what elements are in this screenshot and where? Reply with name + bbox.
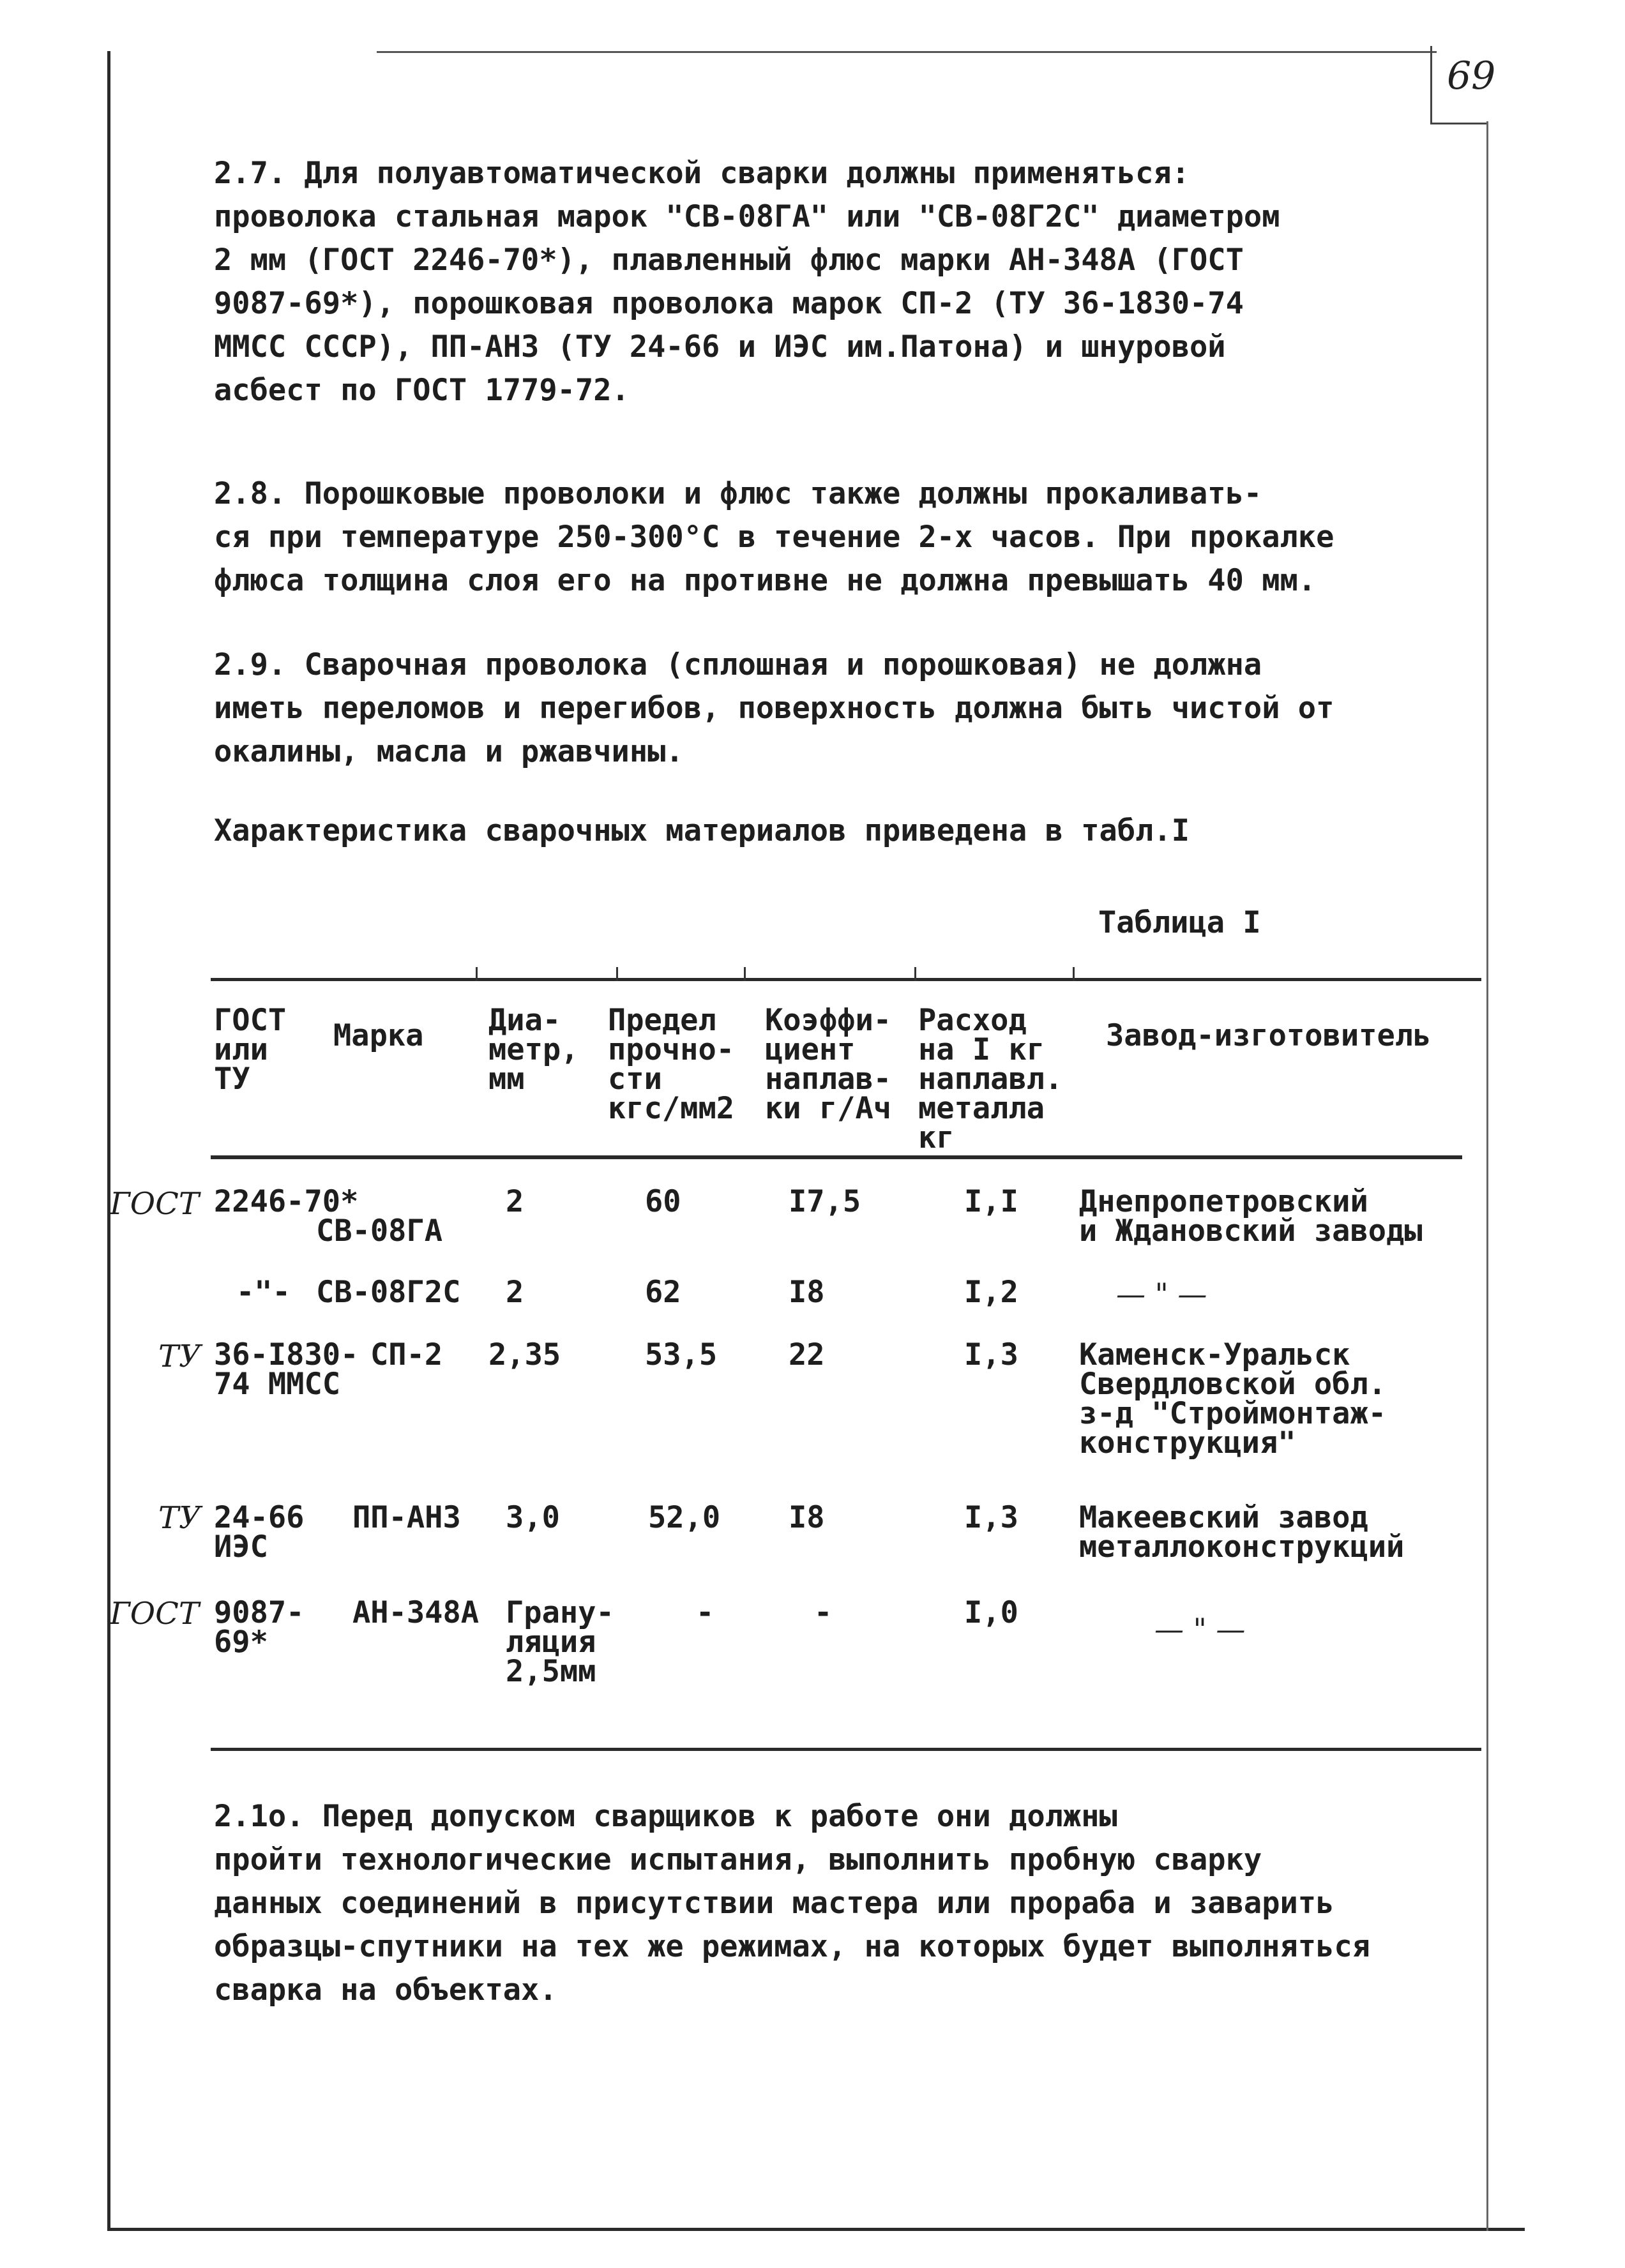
table-cell-marka: СВ-08Г2С [316, 1275, 461, 1310]
table-cell-coefficient: 22 [789, 1337, 825, 1372]
table-cell-manufacturer-ditto: — " — [1116, 1277, 1207, 1311]
table-tick [1073, 967, 1075, 981]
table-header-rule [211, 1155, 1462, 1159]
table-cell-manufacturer: Днепропетровский и Ждановский заводы [1079, 1184, 1423, 1249]
table-cell-strength: 53,5 [645, 1337, 718, 1372]
page-frame-top [377, 51, 1437, 53]
table-header-marka: Марка [333, 1018, 424, 1053]
table-cell-diameter: 2 [506, 1275, 524, 1310]
table-cell-gost: 24-66 ИЭС [214, 1500, 305, 1565]
table-cell-diameter: 2,35 [488, 1337, 561, 1372]
table-caption: Таблица I [1098, 905, 1261, 940]
table-row-note: ТУ [158, 1500, 201, 1536]
table-cell-diameter: 2 [506, 1184, 524, 1219]
table-cell-gost: 2246-70* [214, 1184, 359, 1219]
paragraph-table-reference: Характеристика сварочных материалов приведена в табл.I [214, 813, 1190, 848]
table-cell-manufacturer: Каменск-Уральск Свердловской обл. з-д "Строймонтаж- конструкция" [1079, 1337, 1387, 1461]
table-cell-gost: 36-I830- 74 ММСС [214, 1337, 359, 1402]
paragraph-2-10: 2.1о. Перед допуском сварщиков к работе они должны пройти технологические испытания, выполнить пробную сварку данных соединений в присутствии мастера или прораба и заварить образцы-спутники на тех же режимах, на которых будет выполняться сварка на объектах. [214, 1799, 1370, 2008]
table-row-note: ТУ [158, 1339, 201, 1374]
table-cell-strength: 52,0 [648, 1500, 721, 1535]
table-header-gost: ГОСТ или ТУ [214, 1003, 287, 1097]
table-cell-marka: ПП-АН3 [352, 1500, 461, 1535]
table-cell-consumption: I,3 [964, 1337, 1018, 1372]
page-number: 69 [1447, 54, 1496, 98]
table-cell-strength: 62 [645, 1275, 681, 1310]
table-tick [476, 967, 478, 981]
paragraph-2-8: 2.8. Порошковые проволоки и флюс также должны прокаливать- ся при температуре 250-300°С в течение 2-х часов. При прокалке флюса толщина слоя его на противне не должна превышать 40 мм. [214, 476, 1334, 598]
table-top-rule [211, 978, 1481, 981]
table-cell-consumption: I,3 [964, 1500, 1018, 1535]
table-bottom-rule [211, 1748, 1481, 1751]
table-cell-marka: АН-348А [352, 1595, 480, 1630]
paragraph-2-7: 2.7. Для полуавтоматической сварки должны применяться: проволока стальная марок "СВ-08ГА" или "СВ-08Г2С" диаметром 2 мм (ГОСТ 2246-70*), плавленный флюс марки АН-348А (ГОСТ 9087-69*), порошковая проволока марок СП-2 (ТУ 36-1830-74 ММСС СССР), ПП-АН3 (ТУ 24-66 и ИЭС им.Патона) и шнуровой асбест по ГОСТ 1779-72. [214, 156, 1280, 408]
table-cell-strength: - [696, 1595, 714, 1630]
table-cell-consumption: I,I [964, 1184, 1018, 1219]
table-tick [616, 967, 618, 981]
table-cell-coefficient: - [814, 1595, 833, 1630]
table-tick [914, 967, 916, 981]
table-tick [744, 967, 746, 981]
table-cell-coefficient: I7,5 [789, 1184, 861, 1219]
table-cell-manufacturer: Макеевский завод металлоконструкций [1079, 1500, 1405, 1565]
paragraph-2-9: 2.9. Сварочная проволока (сплошная и порошковая) не должна иметь переломов и перегибов, поверхность должна быть чистой от окалины, масла и ржавчины. [214, 647, 1334, 769]
table-cell-diameter: 3,0 [506, 1500, 560, 1535]
table-header-diameter: Диа- метр, мм [488, 1003, 579, 1097]
table-cell-gost: -"- [236, 1275, 291, 1310]
table-cell-diameter: Грану- ляция 2,5мм [506, 1595, 614, 1689]
table-cell-consumption: I,0 [964, 1595, 1018, 1630]
table-row-note: ГОСТ [110, 1596, 199, 1632]
table-cell-strength: 60 [645, 1184, 681, 1219]
table-cell-gost: 9087- 69* [214, 1595, 305, 1660]
table-cell-manufacturer-ditto: — " — [1154, 1612, 1246, 1646]
page-frame-right [1486, 121, 1488, 2231]
table-cell-coefficient: I8 [789, 1275, 825, 1310]
page-frame-bottom [107, 2228, 1525, 2231]
table-header-manufacturer: Завод-изготовитель [1106, 1018, 1432, 1053]
table-header-strength: Предел прочно- сти кгс/мм2 [608, 1003, 735, 1126]
table-cell-coefficient: I8 [789, 1500, 825, 1535]
table-cell-marka: СВ-08ГА [316, 1213, 443, 1249]
table-header-consumption: Расход на I кг наплавл. металла кг [918, 1003, 1063, 1155]
page-frame-left [107, 51, 110, 2231]
table-header-coefficient: Коэффи- циент наплав- ки г/Ач [765, 1003, 892, 1126]
table-row-note: ГОСТ [110, 1186, 199, 1222]
table-cell-marka: СП-2 [370, 1337, 443, 1372]
table-cell-consumption: I,2 [964, 1275, 1018, 1310]
